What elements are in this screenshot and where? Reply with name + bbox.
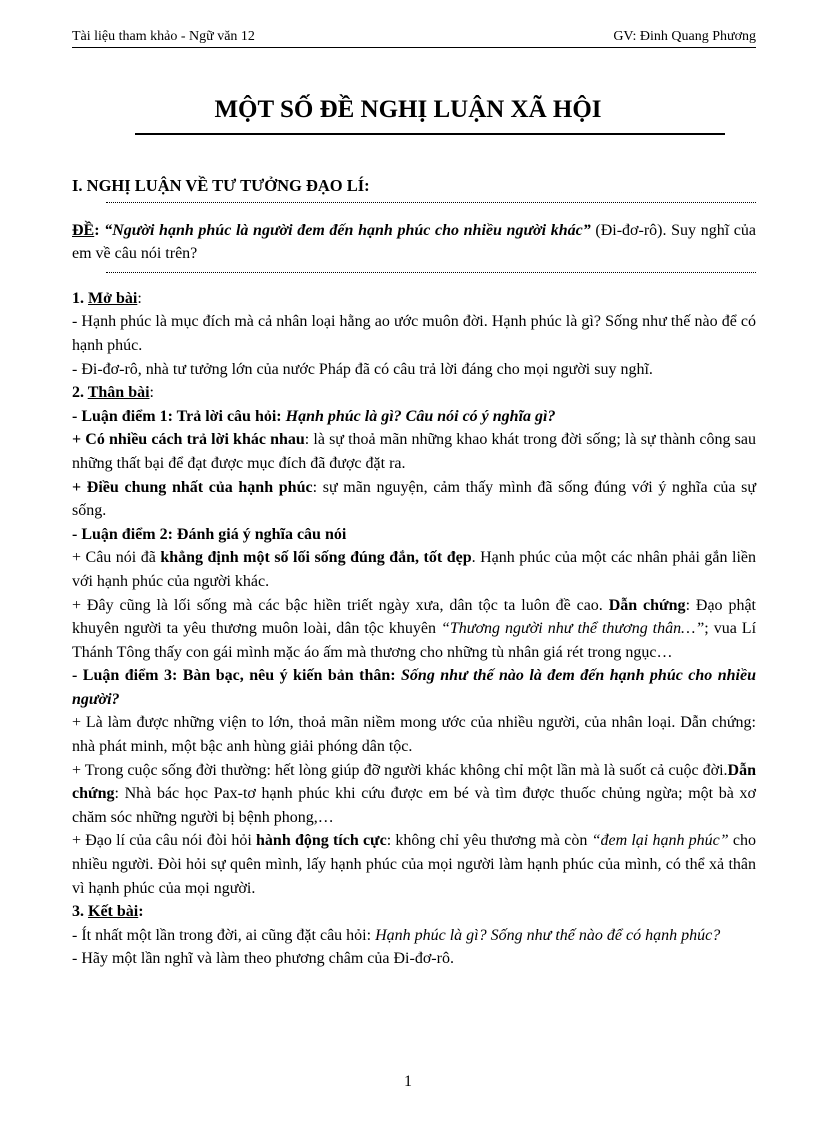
heading-mo-bai: 1. Mở bài: (72, 289, 142, 307)
paragraph: + Trong cuộc sống đời thường: hết lòng giúp đỡ người khác không chỉ một lần mà là suốt cả cuộc đời.Dẫn chứng: Nhà bác học Pax-tơ hạnh phúc khi cứu được em bé và tìm được thuốc chủng ngừa; một bà xơ chăm sóc những người bị bệnh phong,… (72, 761, 756, 826)
paragraph: + Có nhiều cách trả lời khác nhau: là sự thoả mãn những khao khát trong đời sống; là sự thành công sau những thất bại để đạt được mục đích đã được đặt ra. (72, 431, 757, 472)
argument-3: - Luận điểm 3: Bàn bạc, nêu ý kiến bản thân: Sống như thế nào là đem đến hạnh phúc cho nhiều người? (72, 667, 756, 708)
paragraph: + Đạo lí của câu nói đòi hỏi hành động tích cực: không chỉ yêu thương mà còn “đem lại hạnh phúc” cho nhiều người. Đòi hỏi sự quên mình, lấy hạnh phúc của mọi người làm hạnh phúc của mình, có thể xả thân vì hạnh phúc của mọi người. (72, 832, 756, 897)
argument-2: - Luận điểm 2: Đánh giá ý nghĩa câu nói (72, 525, 347, 543)
paragraph: + Điều chung nhất của hạnh phúc: sự mãn nguyện, cảm thấy mình đã sống đúng với ý nghĩa của sự sống. (72, 478, 757, 520)
paragraph: - Đi-đơ-rô, nhà tư tưởng lớn của nước Pháp đã có câu trả lời đáng cho mọi người suy nghĩ. (72, 360, 653, 378)
paragraph: + Là làm được những viện to lớn, thoả mãn niềm mong ước của nhiều người, của nhân loại. Dẫn chứng: nhà phát minh, một bậc anh hùng giải phóng dân tộc. (72, 714, 756, 756)
paragraph: - Hạnh phúc là mục đích mà cả nhân loại hằng ao ước muôn đời. Hạnh phúc là gì? Sống như thế nào để có hạnh phúc. (72, 313, 756, 354)
paragraph: - Ít nhất một lần trong đời, ai cũng đặt câu hỏi: Hạnh phúc là gì? Sống như thế nào để có hạnh phúc? (72, 926, 721, 944)
paragraph: - Hãy một lần nghĩ và làm theo phương châm của Đi-đơ-rô. (72, 950, 454, 968)
title-divider (135, 133, 725, 135)
header-right: GV: Đinh Quang Phương (613, 29, 756, 44)
paragraph: + Đây cũng là lối sống mà các bậc hiền triết ngày xưa, dân tộc ta luôn đề cao. Dẫn chứng: Đạo phật khuyên người ta yêu thương muôn loài, dân tộc khuyên “Thương người như thể thương thân…”; vua Lí Thánh Tông thấy con gái mình mặc áo ấm mà thương cho những tù nhân giá rét trong ngục… (72, 596, 757, 661)
paragraph: + Câu nói đã khẳng định một số lối sống đúng đắn, tốt đẹp. Hạnh phúc của một các nhân phải gắn liền với hạnh phúc của người khác. (72, 549, 757, 590)
dotted-divider (106, 272, 756, 273)
heading-ket-bai: 3. Kết bài: (72, 903, 144, 921)
header-left: Tài liệu tham khảo - Ngữ văn 12 (72, 29, 255, 44)
section-heading: I. NGHỊ LUẬN VỀ TƯ TƯỞNG ĐẠO LÍ: (72, 176, 370, 195)
page-title: MỘT SỐ ĐỀ NGHỊ LUẬN XÃ HỘI (214, 96, 602, 123)
dotted-divider (106, 202, 756, 203)
argument-1: - Luận điểm 1: Trả lời câu hỏi: Hạnh phúc là gì? Câu nói có ý nghĩa gì? (72, 407, 556, 425)
essay-prompt: ĐỀ: “Người hạnh phúc là người đem đến hạnh phúc cho nhiều người khác” (Đi-đơ-rô). Suy nghĩ của em về câu nói trên? (72, 221, 756, 263)
page-header (72, 28, 756, 48)
prompt-quote: “Người hạnh phúc là người đem đến hạnh phúc cho nhiều người khác” (104, 221, 591, 239)
document-body (72, 174, 756, 971)
page-number: 1 (404, 1073, 412, 1090)
heading-than-bai: 2. Thân bài: (72, 384, 154, 402)
